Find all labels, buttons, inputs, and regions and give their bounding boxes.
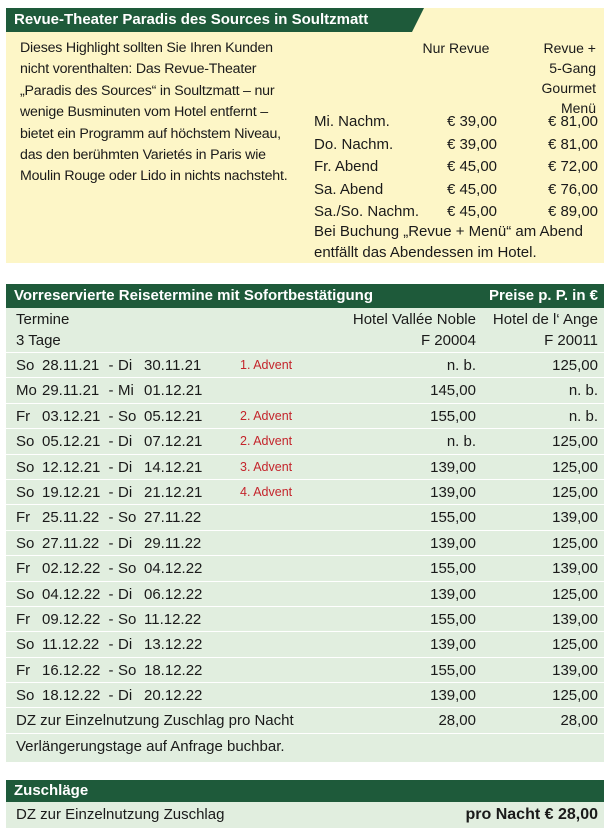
price-hotel-de-l-ange: 125,00 [552, 687, 598, 705]
price-hotel-vallee-noble: 145,00 [430, 382, 476, 400]
price-hotel-de-l-ange: 125,00 [552, 636, 598, 654]
price-hotel-vallee-noble: n. b. [446, 433, 476, 451]
revue-description-line: nicht vorenthalten: Das Revue-Theater [20, 61, 257, 78]
table-row [6, 606, 604, 631]
table-row [6, 377, 604, 402]
start-weekday: Fr [16, 560, 31, 578]
start-date: 12.12.21 [42, 458, 101, 476]
start-weekday: Fr [16, 610, 31, 628]
price-revue: € 45,00 [446, 180, 497, 198]
col-header-line: 5-Gang [549, 60, 596, 76]
price-hotel-vallee-noble: 139,00 [430, 483, 476, 501]
price-revue: € 39,00 [446, 113, 497, 130]
end-weekday: So [118, 610, 137, 628]
revue-note [314, 221, 604, 263]
date-separator: - [108, 433, 114, 451]
price-row [314, 111, 598, 134]
start-weekday: So [16, 433, 35, 451]
price-hotel-de-l-ange: 125,00 [552, 585, 598, 603]
table-row [6, 581, 604, 606]
start-weekday: So [16, 483, 35, 501]
date-separator: - [108, 483, 114, 501]
date-separator: - [108, 661, 114, 679]
zuschlaege-label: DZ zur Einzelnutzung Zuschlag [16, 806, 225, 823]
table-row [6, 479, 604, 504]
end-date: 20.12.22 [144, 687, 203, 705]
price-day: Do. Nachm. [314, 135, 394, 153]
col-header-line: Gourmet Menü [541, 80, 596, 116]
header-hotel-de-l-ange: Hotel de l‘ Ange [492, 311, 598, 328]
col-header-line: Revue + [543, 40, 596, 56]
price-day: Sa. Abend [314, 180, 384, 198]
start-date: 11.12.22 [42, 636, 100, 654]
table-row [6, 682, 604, 707]
date-separator: - [108, 687, 114, 705]
end-date: 04.12.22 [144, 560, 203, 578]
termine-title: Vorreservierte Reisetermine mit Sofortbestätigung [14, 287, 373, 304]
date-separator: - [108, 407, 114, 425]
price-row [314, 179, 598, 202]
end-weekday: Di [118, 483, 133, 501]
end-weekday: Di [118, 534, 133, 552]
table-header-codes [6, 330, 604, 351]
price-hotel-vallee-noble: 139,00 [430, 458, 476, 476]
end-date: 13.12.22 [144, 636, 203, 654]
start-weekday: So [16, 687, 35, 705]
price-hotel-vallee-noble: 139,00 [430, 585, 476, 603]
revue-price-table [314, 111, 598, 224]
termine-price-note: Preise p. P. in € [489, 287, 598, 304]
extension-note: Verlängerungstage auf Anfrage buchbar. [16, 737, 285, 755]
end-date: 14.12.21 [144, 458, 203, 476]
date-separator: - [108, 534, 114, 552]
start-date: 19.12.21 [42, 483, 101, 501]
date-separator: - [108, 585, 114, 603]
start-weekday: Fr [16, 509, 31, 527]
start-date: 03.12.21 [42, 407, 101, 425]
header-code-f20011: F 20011 [544, 332, 598, 349]
revue-title: Revue-Theater Paradis des Sources in Soultzmatt [6, 8, 412, 32]
start-weekday: So [16, 534, 35, 552]
advent-note: 1. Advent [240, 358, 293, 372]
end-weekday: Di [118, 687, 133, 705]
revue-description-line: Dieses Highlight sollten Sie Ihren Kunden [20, 40, 273, 56]
zuschlaege-section [6, 780, 604, 828]
price-hotel-vallee-noble: 155,00 [430, 509, 476, 527]
price-hotel-de-l-ange: 125,00 [552, 357, 598, 374]
col-header-nur-revue: Nur Revue [422, 40, 490, 56]
price-hotel-vallee-noble: 155,00 [430, 661, 476, 679]
table-row [6, 403, 604, 428]
price-revue: € 39,00 [446, 135, 497, 153]
end-date: 11.12.22 [144, 610, 202, 628]
start-date: 09.12.22 [42, 610, 101, 628]
price-menu: € 89,00 [547, 203, 598, 221]
price-hotel-vallee-noble: 155,00 [430, 560, 476, 578]
price-day: Fr. Abend [314, 158, 379, 176]
table-row [6, 631, 604, 656]
start-date: 25.11.22 [42, 509, 100, 527]
date-separator: - [108, 458, 114, 476]
date-separator: - [108, 509, 114, 527]
end-date: 05.12.21 [144, 407, 203, 425]
start-weekday: So [16, 585, 35, 603]
end-date: 27.11.22 [144, 509, 202, 527]
price-hotel-de-l-ange: 139,00 [552, 560, 598, 578]
table-row [6, 352, 604, 377]
price-hotel-vallee-noble: 155,00 [430, 610, 476, 628]
extension-row [6, 733, 604, 758]
price-hotel-de-l-ange: 139,00 [552, 610, 598, 628]
start-weekday: Fr [16, 661, 31, 679]
zuschlaege-row [6, 802, 604, 828]
surcharge-row [6, 707, 604, 732]
price-hotel-vallee-noble: 139,00 [430, 687, 476, 705]
start-date: 18.12.22 [42, 687, 101, 705]
advent-note: 2. Advent [240, 408, 293, 423]
table-row [6, 555, 604, 580]
end-weekday: So [118, 407, 137, 425]
advent-note: 2. Advent [240, 434, 293, 449]
revue-description-line: Moulin Rouge oder Lido in nichts nachsteht. [20, 168, 288, 185]
table-row [6, 428, 604, 453]
end-weekday: So [118, 509, 137, 527]
termine-table-body [6, 352, 604, 758]
price-menu: € 81,00 [547, 135, 598, 153]
table-row [6, 657, 604, 682]
end-date: 18.12.22 [144, 661, 203, 679]
table-row [6, 504, 604, 529]
advent-note: 4. Advent [240, 484, 293, 499]
zuschlaege-value: pro Nacht € 28,00 [465, 806, 598, 823]
date-separator: - [108, 357, 114, 374]
price-hotel-vallee-noble: 139,00 [430, 534, 476, 552]
price-hotel-vallee-noble: 155,00 [430, 407, 476, 425]
table-header-hotels [6, 309, 604, 330]
header-duration: 3 Tage [16, 332, 61, 349]
start-date: 05.12.21 [42, 433, 101, 451]
price-revue: € 45,00 [446, 158, 497, 176]
start-date: 27.11.22 [42, 534, 100, 552]
start-date: 04.12.22 [42, 585, 101, 603]
advent-note: 3. Advent [240, 459, 293, 474]
revue-note-line: Bei Buchung „Revue + Menü“ am Abend [314, 223, 583, 240]
revue-description-line: das den berühmten Varietés in Paris wie [20, 147, 266, 164]
revue-note-line: entfällt das Abendessen im Hotel. [314, 244, 537, 261]
price-hotel-de-l-ange: n. b. [568, 407, 598, 425]
price-row [314, 156, 598, 179]
revue-description [20, 38, 302, 188]
price-menu: € 72,00 [547, 158, 598, 176]
start-weekday: So [16, 636, 35, 654]
surcharge-hotel-vallee-noble: 28,00 [438, 712, 476, 730]
col-header-revue-menu [516, 38, 596, 118]
price-hotel-de-l-ange: 125,00 [552, 458, 598, 476]
price-hotel-de-l-ange: 125,00 [552, 534, 598, 552]
date-separator: - [108, 560, 114, 578]
end-date: 01.12.21 [144, 382, 203, 400]
end-date: 30.11.21 [144, 357, 202, 374]
end-date: 29.11.22 [144, 534, 202, 552]
revue-description-line: „Paradis des Sources“ in Soultzmatt – nur [20, 82, 275, 99]
date-separator: - [108, 382, 114, 400]
termine-title-bar [6, 284, 604, 308]
end-weekday: Di [118, 585, 133, 603]
price-day: Mi. Nachm. [314, 113, 390, 130]
price-menu: € 81,00 [547, 113, 598, 130]
price-day: Sa./So. Nachm. [314, 203, 420, 221]
price-hotel-vallee-noble: n. b. [446, 357, 476, 374]
start-date: 02.12.22 [42, 560, 101, 578]
price-hotel-vallee-noble: 139,00 [430, 636, 476, 654]
start-date: 28.11.21 [42, 357, 100, 374]
start-weekday: So [16, 458, 35, 476]
date-separator: - [108, 636, 114, 654]
surcharge-hotel-de-l-ange: 28,00 [560, 712, 598, 730]
start-date: 16.12.22 [42, 661, 101, 679]
revue-description-line: bietet ein Programm auf höchstem Niveau, [20, 125, 281, 142]
end-weekday: Di [118, 636, 133, 654]
price-row [314, 134, 598, 157]
price-hotel-de-l-ange: 139,00 [552, 661, 598, 679]
end-weekday: Di [118, 433, 133, 451]
price-hotel-de-l-ange: 125,00 [552, 433, 598, 451]
end-weekday: Mi [118, 382, 134, 400]
zuschlaege-title: Zuschläge [6, 780, 604, 802]
start-weekday: Fr [16, 407, 31, 425]
end-weekday: Di [118, 357, 133, 374]
start-weekday: So [16, 357, 35, 374]
price-hotel-de-l-ange: 125,00 [552, 483, 598, 501]
header-hotel-vallee-noble: Hotel Vallée Noble [352, 311, 476, 328]
price-hotel-de-l-ange: 139,00 [552, 509, 598, 527]
header-termine: Termine [16, 311, 70, 328]
start-date: 29.11.21 [42, 382, 100, 400]
table-row [6, 530, 604, 555]
price-hotel-de-l-ange: n. b. [568, 382, 598, 400]
end-weekday: So [118, 560, 137, 578]
end-date: 06.12.22 [144, 585, 203, 603]
surcharge-label: DZ zur Einzelnutzung Zuschlag pro Nacht [16, 712, 294, 730]
end-weekday: Di [118, 458, 133, 476]
end-date: 07.12.21 [144, 433, 203, 451]
start-weekday: Mo [16, 382, 37, 400]
reisetermine-section [6, 284, 604, 762]
end-date: 21.12.21 [144, 483, 203, 501]
price-revue: € 45,00 [446, 203, 497, 221]
date-separator: - [108, 610, 114, 628]
table-row [6, 454, 604, 479]
revue-section [6, 8, 604, 263]
revue-description-line: wenige Busminuten vom Hotel entfernt – [20, 104, 268, 121]
header-code-f20004: F 20004 [420, 332, 476, 349]
end-weekday: So [118, 661, 137, 679]
price-menu: € 76,00 [547, 180, 598, 198]
